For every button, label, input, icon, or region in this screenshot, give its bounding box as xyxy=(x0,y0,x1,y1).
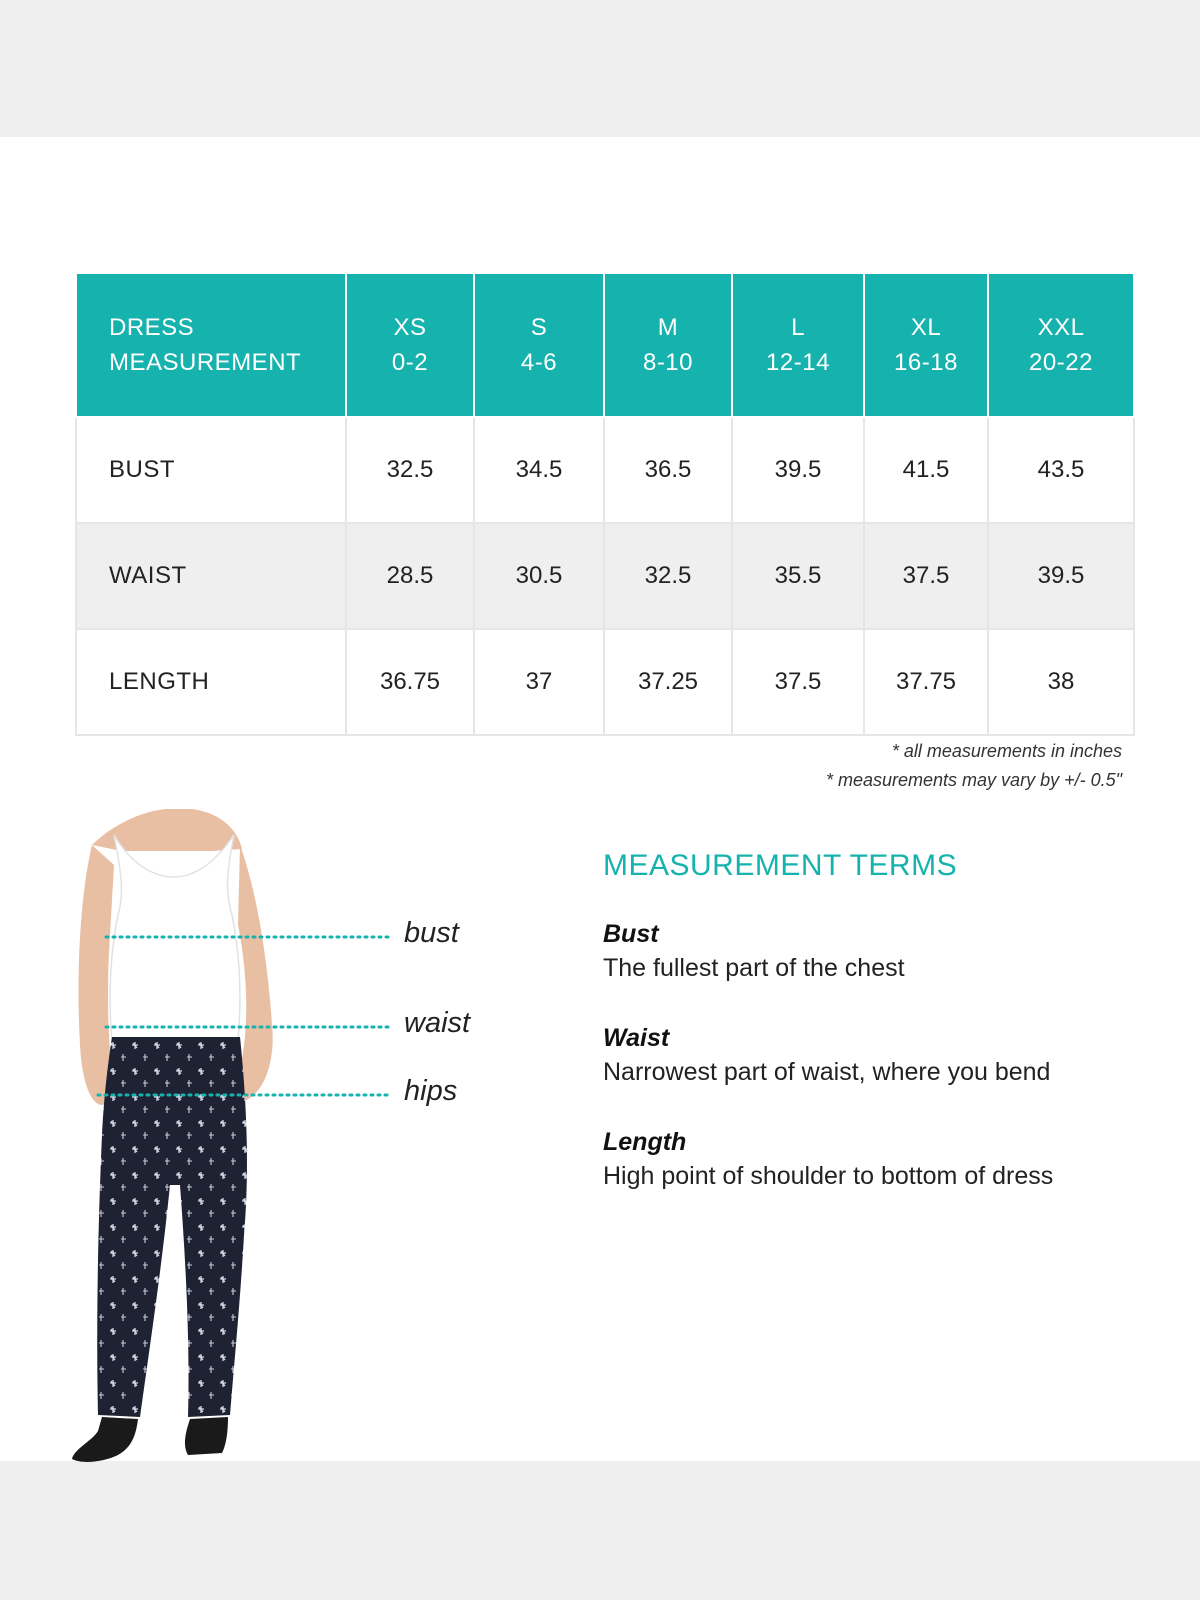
shoulders xyxy=(92,809,242,851)
size-label: M xyxy=(657,314,679,341)
term-description: The fullest part of the chest xyxy=(603,954,905,982)
size-header-xl xyxy=(864,273,988,417)
table-row-waist xyxy=(76,523,1134,629)
corner-header xyxy=(76,273,346,417)
table-cell: 38 xyxy=(988,629,1134,735)
table-cell: 32.5 xyxy=(346,417,474,523)
table-cell: 37 xyxy=(474,629,604,735)
term-name: Bust xyxy=(603,920,659,948)
size-label: XXL xyxy=(1037,314,1085,341)
term-length xyxy=(603,1125,1163,1193)
size-label: S xyxy=(530,314,548,341)
right-shoe xyxy=(185,1417,228,1455)
size-range: 8-10 xyxy=(642,349,694,376)
row-header: BUST xyxy=(76,417,346,523)
waist-label: waist xyxy=(404,1007,471,1039)
size-header-s xyxy=(474,273,604,417)
size-chart-table xyxy=(75,272,1135,736)
table-cell: 37.75 xyxy=(864,629,988,735)
table-cell: 36.75 xyxy=(346,629,474,735)
table-cell: 32.5 xyxy=(604,523,732,629)
size-header-m xyxy=(604,273,732,417)
right-arm xyxy=(238,845,273,1101)
row-header: LENGTH xyxy=(76,629,346,735)
table-cell: 37.5 xyxy=(864,523,988,629)
bust-label: bust xyxy=(404,917,459,949)
left-shoe xyxy=(72,1417,138,1462)
model-illustration xyxy=(62,805,492,1465)
size-header-l xyxy=(732,273,864,417)
terms-title: MEASUREMENT TERMS xyxy=(603,849,958,882)
table-cell: 34.5 xyxy=(474,417,604,523)
corner-header-line: MEASUREMENT xyxy=(109,349,302,376)
table-row-length xyxy=(76,629,1134,735)
table-cell: 28.5 xyxy=(346,523,474,629)
table-cell: 43.5 xyxy=(988,417,1134,523)
corner-header-line: DRESS xyxy=(109,314,195,341)
term-name: Waist xyxy=(603,1024,670,1052)
size-range: 12-14 xyxy=(766,349,830,376)
note-units: * all measurements in inches xyxy=(891,741,1122,761)
table-row-bust xyxy=(76,417,1134,523)
size-label: XS xyxy=(393,314,427,341)
row-header: WAIST xyxy=(76,523,346,629)
size-header-xs xyxy=(346,273,474,417)
table-cell: 37.5 xyxy=(732,629,864,735)
table-cell: 36.5 xyxy=(604,417,732,523)
size-range: 16-18 xyxy=(894,349,958,376)
hips-label: hips xyxy=(404,1075,458,1107)
term-description: High point of shoulder to bottom of dress xyxy=(603,1162,1054,1190)
term-waist xyxy=(603,1021,1163,1089)
note-variance: * measurements may vary by +/- 0.5" xyxy=(826,770,1122,790)
table-cell: 37.25 xyxy=(604,629,732,735)
size-label: XL xyxy=(910,314,942,341)
table-cell: 39.5 xyxy=(988,523,1134,629)
model-figure xyxy=(62,805,492,1465)
measurement-terms xyxy=(603,849,1163,1229)
term-description: Narrowest part of waist, where you bend xyxy=(603,1058,1051,1086)
table-header-row xyxy=(76,273,1134,417)
size-header-xxl xyxy=(988,273,1134,417)
table-cell: 30.5 xyxy=(474,523,604,629)
size-range: 0-2 xyxy=(391,349,429,376)
table-cell: 35.5 xyxy=(732,523,864,629)
size-chart-panel xyxy=(0,137,1200,1461)
table-cell: 39.5 xyxy=(732,417,864,523)
size-range: 4-6 xyxy=(520,349,558,376)
size-label: L xyxy=(791,314,805,341)
term-bust xyxy=(603,917,1163,985)
table-cell: 41.5 xyxy=(864,417,988,523)
measurement-notes xyxy=(826,737,1122,795)
term-name: Length xyxy=(603,1128,687,1156)
size-range: 20-22 xyxy=(1029,349,1093,376)
